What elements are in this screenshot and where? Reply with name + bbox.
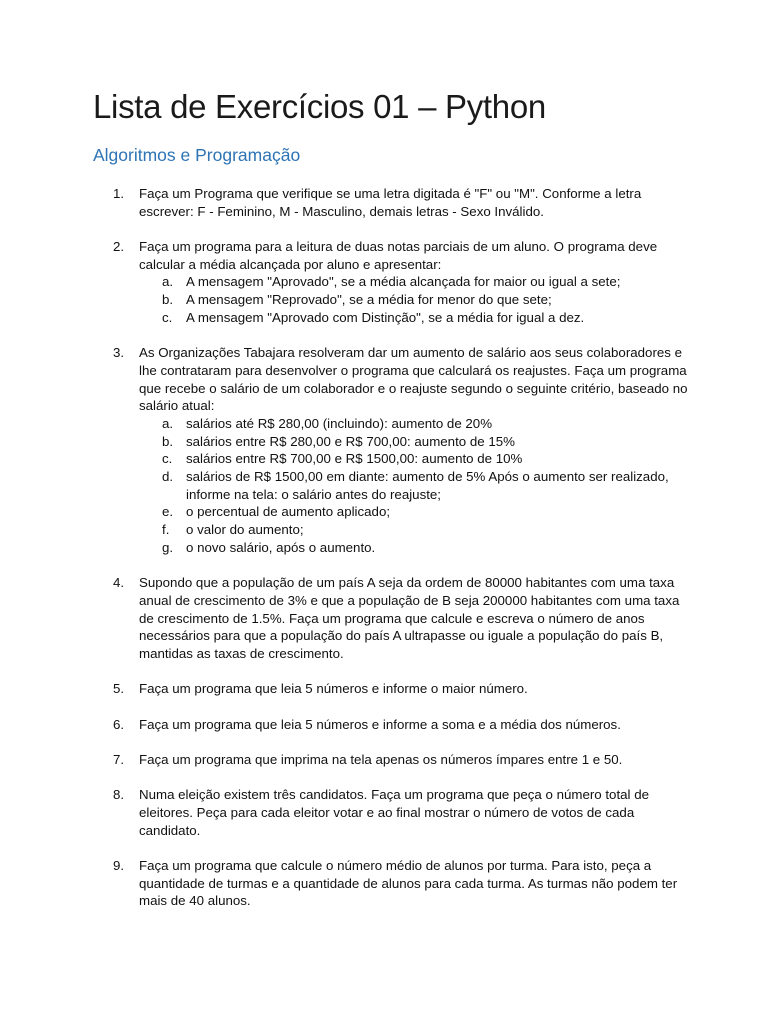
subitem-letter: b. — [162, 433, 174, 449]
document-title: Lista de Exercícios 01 – Python — [93, 88, 546, 125]
exercise-subitem — [162, 468, 693, 503]
exercise-number: 6. — [113, 716, 125, 732]
subitem-text: salários até R$ 280,00 (incluindo): aumento de 20% — [186, 415, 493, 431]
exercise-number: 3. — [113, 345, 125, 361]
exercise-item — [113, 716, 693, 734]
subitem-letter: g. — [162, 539, 174, 555]
exercise-sublist — [139, 273, 693, 326]
exercise-subitem — [162, 415, 693, 433]
subitem-letter: a. — [162, 415, 174, 431]
exercise-text: Faça um programa para a leitura de duas notas parciais de um aluno. O programa deve calcular a média alcançada por aluno e apresentar: — [139, 239, 658, 272]
exercise-number: 4. — [113, 575, 125, 591]
subitem-text: A mensagem "Reprovado", se a média for menor do que sete; — [186, 292, 552, 308]
subitem-text: salários entre R$ 280,00 e R$ 700,00: aumento de 15% — [186, 433, 515, 449]
exercise-text: Faça um programa que leia 5 números e informe a soma e a média dos números. — [139, 716, 621, 732]
exercise-text: Faça um programa que imprima na tela apenas os números ímpares entre 1 e 50. — [139, 751, 623, 767]
exercise-text: Faça um Programa que verifique se uma letra digitada é "F" ou "M". Conforme a letra escrever: F - Feminino, M - Masculino, demais letras - Sexo Inválido. — [139, 186, 642, 219]
subitem-text: A mensagem "Aprovado com Distinção", se a média for igual a dez. — [186, 309, 585, 325]
subitem-text: salários de R$ 1500,00 em diante: aumento de 5% Após o aumento ser realizado, informe na tela: o salário antes do reajuste; — [186, 469, 669, 502]
subitem-letter: a. — [162, 274, 174, 290]
exercise-subitem — [162, 503, 693, 521]
subitem-text: salários entre R$ 700,00 e R$ 1500,00: aumento de 10% — [186, 451, 523, 467]
exercise-item — [113, 680, 693, 698]
exercise-number: 1. — [113, 186, 125, 201]
exercise-text: As Organizações Tabajara resolveram dar um aumento de salário aos seus colaboradores e lhe contrataram para desenvolver o programa que calculará os reajustes. Faça um programa que recebe o salário de um colaborador e o reajuste segundo o seguinte critério, baseado no salário atual: — [139, 345, 688, 414]
exercise-text: Numa eleição existem três candidatos. Faça um programa que peça o número total de eleitores. Peça para cada eleitor votar e ao final mostrar o número de votos de cada candidato. — [139, 787, 649, 838]
subitem-letter: c. — [162, 451, 173, 467]
exercise-item — [113, 786, 693, 839]
exercise-item — [113, 857, 693, 910]
exercise-item — [113, 751, 693, 769]
subitem-text: A mensagem "Aprovado", se a média alcançada for maior ou igual a sete; — [186, 274, 621, 290]
exercise-subitem — [162, 273, 693, 291]
subitem-text: o percentual de aumento aplicado; — [186, 504, 391, 520]
subitem-text: o valor do aumento; — [186, 522, 304, 538]
exercise-number: 5. — [113, 681, 125, 697]
subitem-letter: b. — [162, 292, 174, 308]
exercise-item — [113, 238, 693, 327]
exercise-item — [113, 185, 693, 220]
subitem-text: o novo salário, após o aumento. — [186, 539, 376, 555]
exercise-number: 8. — [113, 787, 125, 803]
exercise-subitem — [162, 291, 693, 309]
exercise-list — [113, 185, 693, 928]
exercise-text: Faça um programa que leia 5 números e informe o maior número. — [139, 681, 528, 697]
exercise-item — [113, 574, 693, 663]
exercise-subitem — [162, 450, 693, 468]
exercise-number: 9. — [113, 857, 125, 873]
exercise-item — [113, 344, 693, 556]
exercise-subitem — [162, 309, 693, 327]
subitem-letter: e. — [162, 504, 174, 520]
subitem-letter: d. — [162, 469, 174, 485]
exercise-text: Faça um programa que calcule o número médio de alunos por turma. Para isto, peça a quantidade de turmas e a quantidade de alunos para cada turma. As turmas não podem ter mais de 40 alunos. — [139, 857, 678, 909]
exercise-text: Supondo que a população de um país A seja da ordem de 80000 habitantes com uma taxa anual de crescimento de 3% e que a população de B seja 200000 habitantes com uma taxa de crescimento de 1.5%. Faça um programa que calcule e escreva o número de anos necessários para que a população do país A ultrapasse ou iguale a população do país B, mantidas as taxas de crescimento. — [139, 575, 680, 661]
subitem-letter: c. — [162, 309, 173, 325]
exercise-number: 2. — [113, 239, 125, 254]
exercise-subitem — [162, 433, 693, 451]
exercise-subitem — [162, 521, 693, 539]
exercise-number: 7. — [113, 751, 125, 767]
exercise-sublist — [139, 415, 693, 557]
document-subtitle: Algoritmos e Programação — [93, 145, 301, 165]
subitem-letter: f. — [162, 522, 170, 538]
exercise-subitem — [162, 539, 693, 557]
